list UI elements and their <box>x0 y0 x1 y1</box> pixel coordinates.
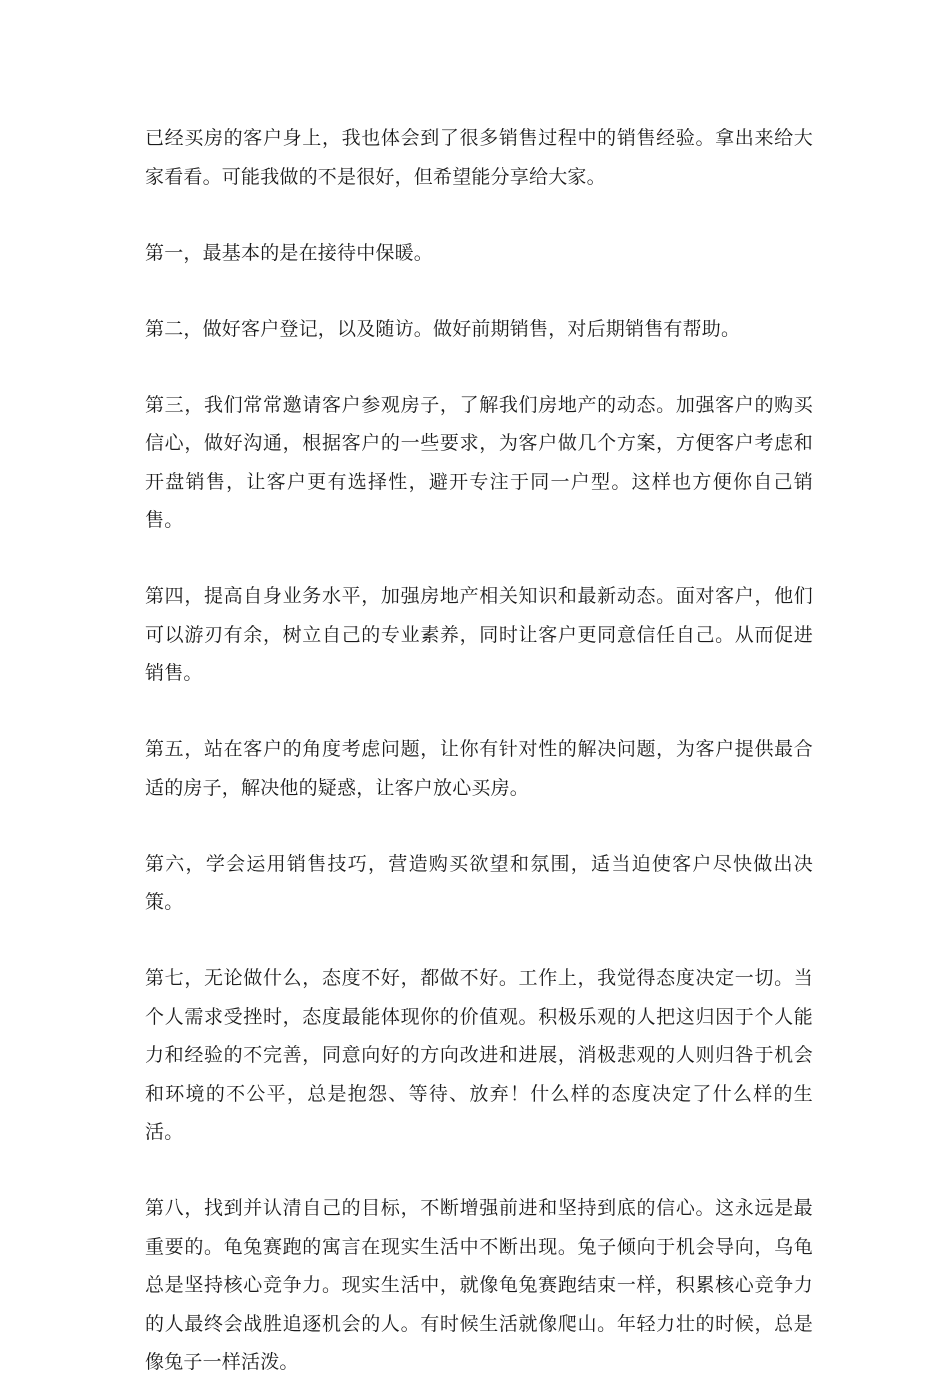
paragraph-intro: 已经买房的客户身上，我也体会到了很多销售过程中的销售经验。拿出来给大家看看。可能我做的不是很好，但希望能分享给大家。 <box>145 127 813 188</box>
paragraph-point-3: 第三，我们常常邀请客户参观房子，了解我们房地产的动态。加强客户的购买信心，做好沟通，根据客户的一些要求，为客户做几个方案，方便客户考虑和开盘销售，让客户更有选择性，避开专注于同一户型。这样也方便你自己销售。 <box>145 393 813 531</box>
paragraph-point-7: 第七，无论做什么，态度不好，都做不好。工作上，我觉得态度决定一切。当个人需求受挫时，态度最能体现你的价值观。积极乐观的人把这归因于个人能力和经验的不完善，同意向好的方向改进和进展，消极悲观的人则归咎于机会和环境的不公平，总是抱怨、等待、放弃！什么样的态度决定了什么样的生活。 <box>145 967 813 1143</box>
paragraph-point-1: 第一，最基本的是在接待中保暖。 <box>145 241 434 264</box>
paragraph-point-4: 第四，提高自身业务水平，加强房地产相关知识和最新动态。面对客户，他们可以游刃有余，树立自己的专业素养，同时让客户更同意信任自己。从而促进销售。 <box>145 585 813 684</box>
paragraph-point-5: 第五，站在客户的角度考虑问题，让你有针对性的解决问题，为客户提供最合适的房子，解决他的疑惑，让客户放心买房。 <box>145 738 813 799</box>
document-body <box>145 119 813 1382</box>
paragraph-point-2: 第二，做好客户登记，以及随访。做好前期销售，对后期销售有帮助。 <box>145 317 741 340</box>
paragraph-point-6: 第六，学会运用销售技巧，营造购买欲望和氛围，适当迫使客户尽快做出决策。 <box>145 852 813 913</box>
paragraph-point-8: 第八，找到并认清自己的目标，不断增强前进和坚持到底的信心。这永远是最重要的。龟兔赛跑的寓言在现实生活中不断出现。兔子倾向于机会导向，乌龟总是坚持核心竞争力。现实生活中，就像龟兔赛跑结束一样，积累核心竞争力的人最终会战胜追逐机会的人。有时候生活就像爬山。年轻力壮的时候，总是像兔子一样活泼。 <box>145 1197 813 1373</box>
